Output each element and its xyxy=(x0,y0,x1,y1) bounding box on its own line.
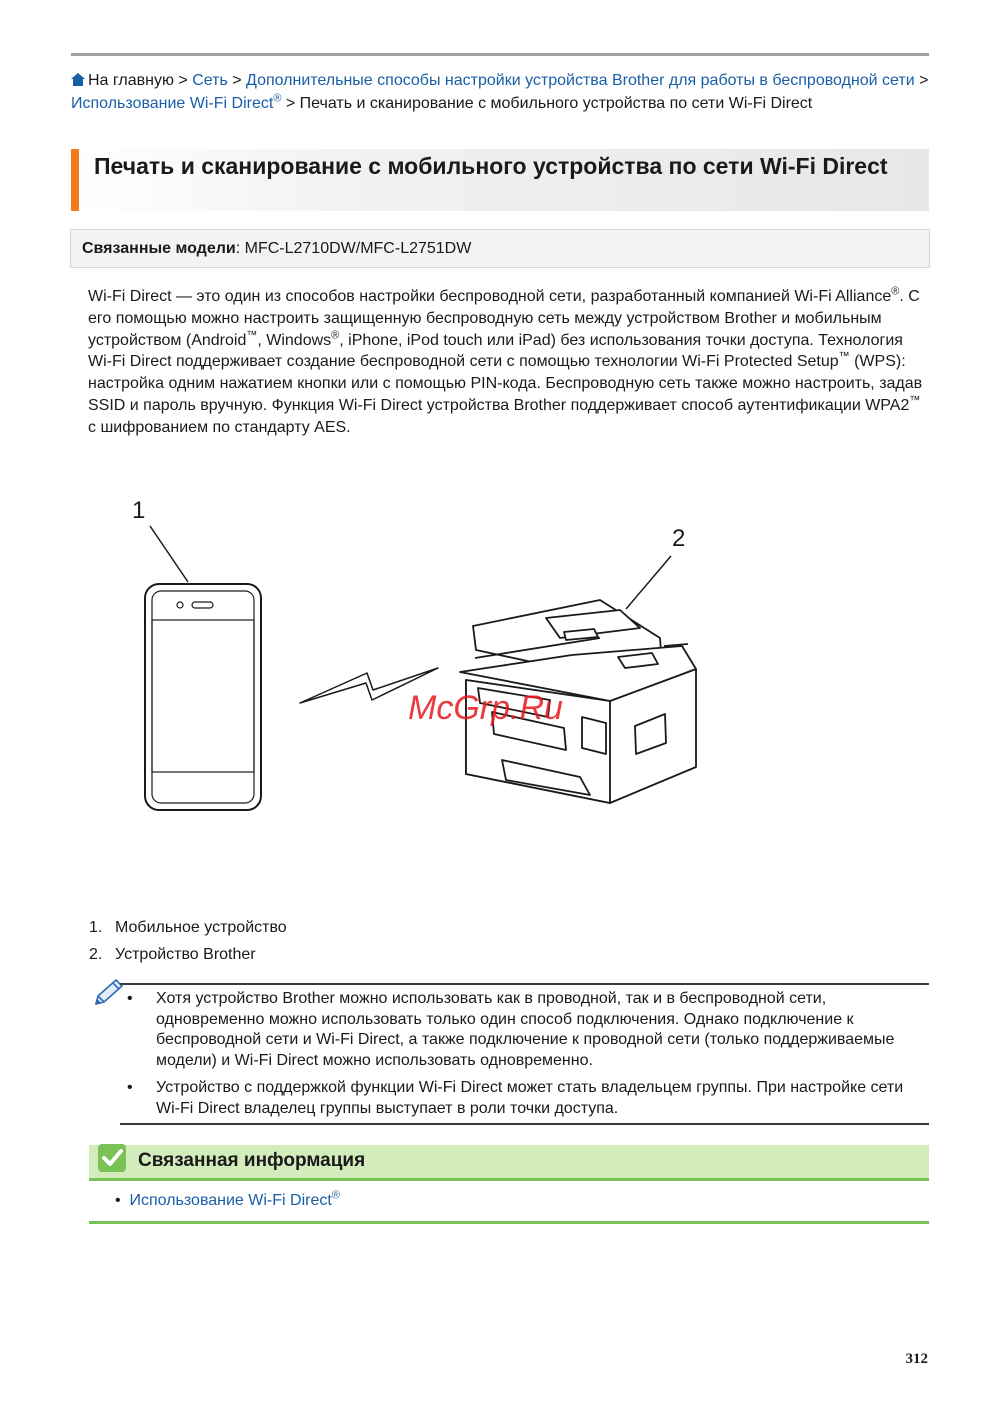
bullet: • xyxy=(127,990,133,1007)
note-bottom-rule xyxy=(120,1123,929,1125)
callout-2-leader xyxy=(626,556,671,609)
breadcrumb-additional-link[interactable]: Дополнительные способы настройки устройства Brother для работы в беспроводной сети xyxy=(246,72,915,89)
note-text: Хотя устройство Brother можно использовать как в проводной, так и в беспроводной сети, одновременно можно использовать только один способ подключения. Однако подключение к беспроводной сети и Wi-Fi Direct, а также подключение к проводной сети (только поддерживаемые модели) и Wi-Fi Direct можно использовать одновременно. xyxy=(156,990,895,1069)
watermark: McGrp.Ru xyxy=(408,689,563,727)
breadcrumb-separator: > xyxy=(232,72,242,89)
related-models-box xyxy=(70,229,930,268)
title-accent-bar xyxy=(71,149,79,211)
intro-text: , iPhone, iPod touch или iPad) без использования точки доступа. Технология Wi-Fi Direct поддерживает создание беспроводной сети с помощью технологии Wi-Fi Protected Setup xyxy=(88,331,903,371)
related-bottom-rule xyxy=(89,1221,929,1224)
legend-text: Мобильное устройство xyxy=(115,919,287,936)
wifi-direct-illustration xyxy=(120,490,720,820)
intro-paragraph xyxy=(88,286,928,439)
breadcrumb-separator: > xyxy=(919,72,929,89)
list-item xyxy=(127,1078,922,1119)
related-info-title: Связанная информация xyxy=(138,1150,366,1171)
intro-text: с шифрованием по стандарту AES. xyxy=(88,418,351,436)
breadcrumb-separator: > xyxy=(285,95,296,112)
trademark-mark: ™ xyxy=(246,329,258,342)
related-wifi-direct-link[interactable] xyxy=(129,1189,340,1209)
notes-list xyxy=(127,989,922,1126)
bullet: • xyxy=(127,1079,133,1096)
intro-text: Wi-Fi Direct — это один из способов настройки беспроводной сети, разработанный компанией Wi-Fi Alliance xyxy=(88,288,892,305)
note-text: Устройство с поддержкой функции Wi-Fi Direct может стать владельцем группы. При настройке сети Wi-Fi Direct владелец группы выступает в роли точки доступа. xyxy=(156,1079,904,1117)
list-item xyxy=(89,941,287,968)
checkmark-icon xyxy=(97,1143,127,1173)
page-title: Печать и сканирование с мобильного устройства по сети Wi-Fi Direct xyxy=(94,153,888,179)
callout-1: 1 xyxy=(132,497,146,524)
breadcrumb-network-link[interactable]: Сеть xyxy=(192,72,228,89)
bullet: • xyxy=(115,1192,121,1209)
note-top-rule xyxy=(120,983,929,985)
intro-text: (WPS): настройка одним нажатием кнопки или с помощью PIN-кода. Беспроводную сеть также можно настроить, задав SSID и пароль вручную. Функция Wi-Fi Direct устройства Brother поддерживает способ аутентификации WPA2 xyxy=(88,353,923,414)
legend-text: Устройство Brother xyxy=(115,946,256,963)
breadcrumb-current: Печать и сканирование с мобильного устройства по сети Wi-Fi Direct xyxy=(299,95,813,112)
breadcrumb-home[interactable]: На главную xyxy=(88,72,174,89)
callout-2: 2 xyxy=(672,525,686,552)
trademark-mark: ™ xyxy=(909,394,921,407)
related-link-item xyxy=(115,1190,340,1212)
list-item xyxy=(127,989,922,1071)
mobile-device-icon xyxy=(145,584,261,810)
models-label: Связанные модели xyxy=(82,240,236,257)
legend-number: 2. xyxy=(89,946,103,963)
home-icon[interactable] xyxy=(71,73,85,86)
top-rule xyxy=(71,53,929,56)
intro-text: . С его помощью можно настроить защищенную беспроводную сеть между устройством Brother и мобильным устройством (Android xyxy=(88,288,920,349)
callout-1-leader xyxy=(150,526,188,582)
intro-text: , Windows xyxy=(257,331,332,349)
models-value: : MFC-L2710DW/MFC-L2751DW xyxy=(235,240,472,257)
breadcrumb xyxy=(71,69,929,115)
list-item xyxy=(89,914,287,941)
breadcrumb-wifi-direct-link[interactable] xyxy=(71,92,282,112)
pencil-note-icon xyxy=(91,977,125,1009)
breadcrumb-separator: > xyxy=(178,72,188,89)
trademark-mark: ™ xyxy=(838,351,850,364)
illustration-legend xyxy=(89,914,287,968)
registered-mark: ® xyxy=(331,1189,340,1202)
registered-mark: ® xyxy=(331,329,340,342)
registered-mark: ® xyxy=(273,92,282,105)
title-box xyxy=(71,149,929,211)
legend-number: 1. xyxy=(89,919,103,936)
page-number: 312 xyxy=(905,1351,928,1367)
related-link-label: Использование Wi-Fi Direct xyxy=(129,1192,332,1209)
registered-mark: ® xyxy=(891,285,900,298)
breadcrumb-wifi-direct-label: Использование Wi-Fi Direct xyxy=(71,95,274,112)
